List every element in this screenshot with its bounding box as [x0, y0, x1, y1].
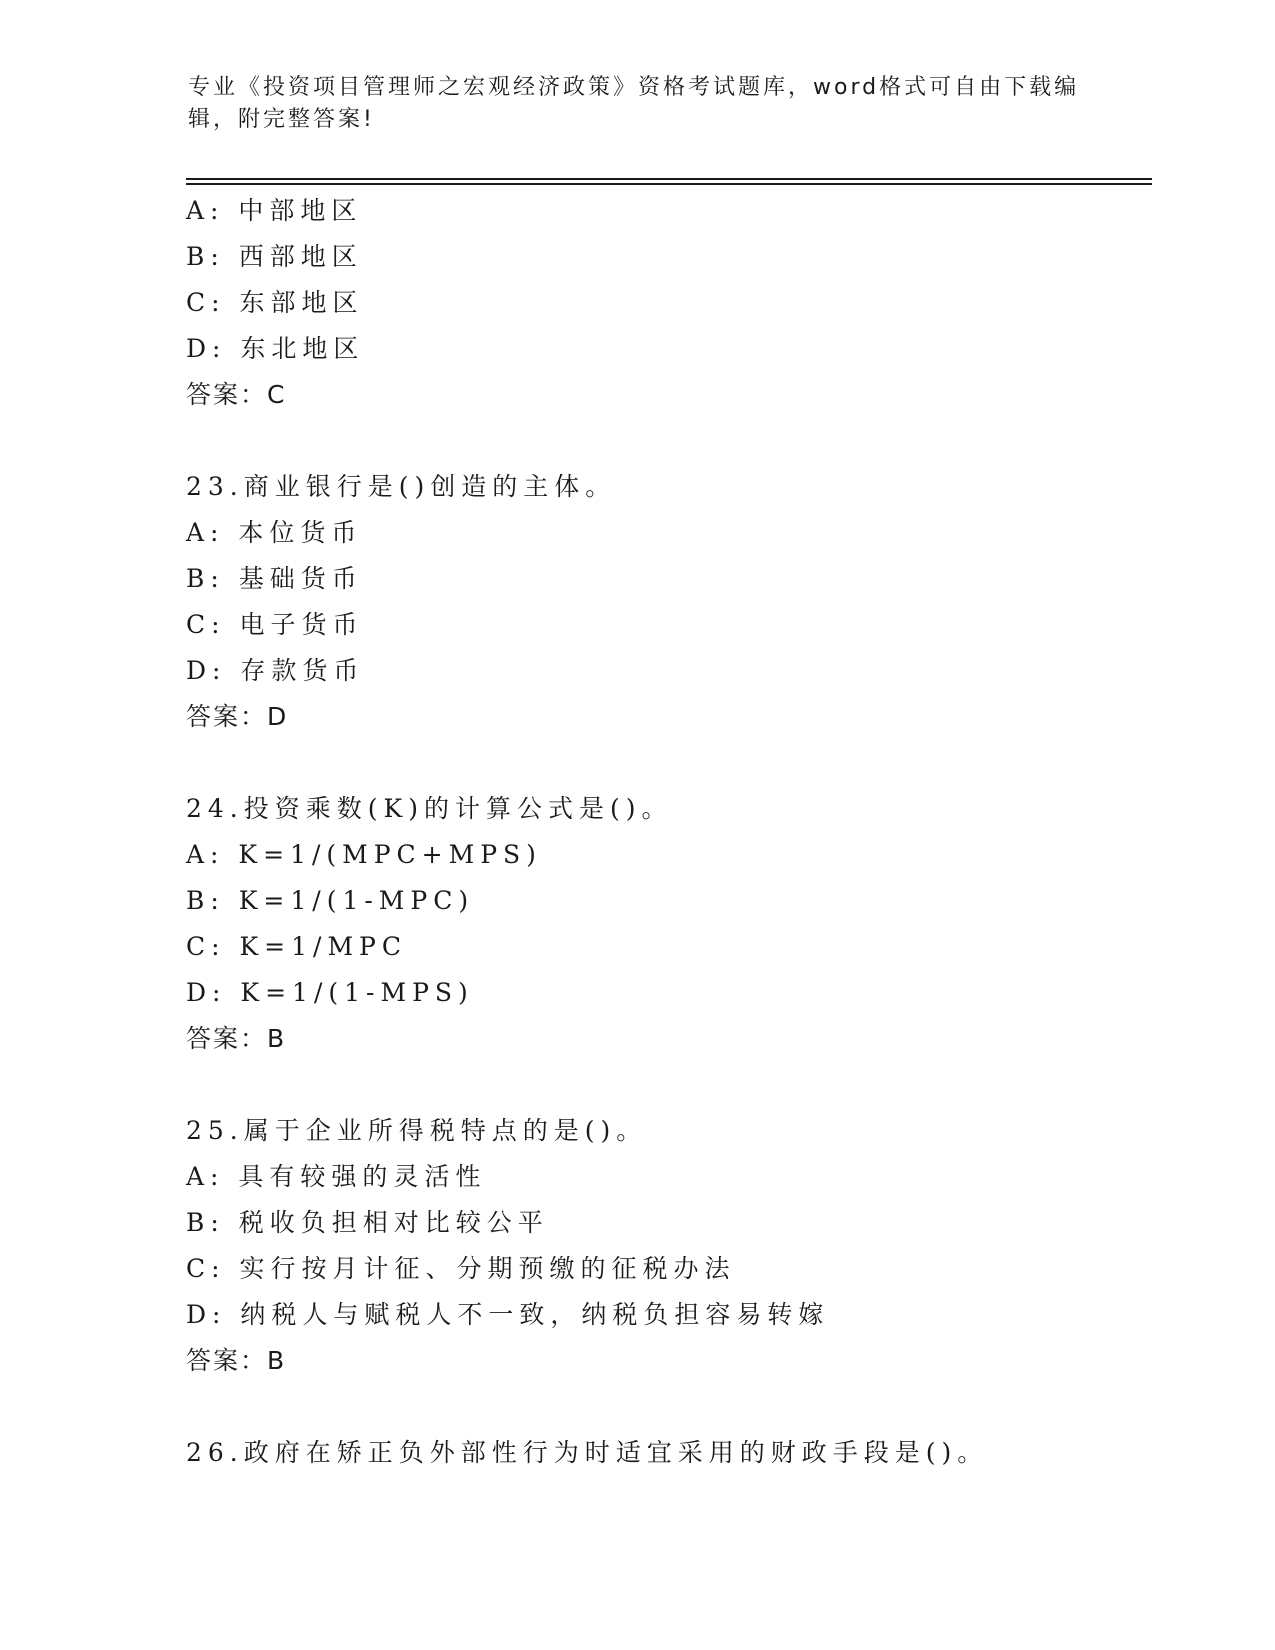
answer: 答案：C — [186, 380, 287, 409]
option-d: D: 纳税人与赋税人不一致，纳税负担容易转嫁 — [186, 1300, 830, 1329]
option-b: B: 西部地区 — [186, 242, 363, 271]
option-c: C: 实行按月计征、分期预缴的征税办法 — [186, 1254, 736, 1283]
option-a: A: K=1/(MPC+MPS) — [186, 840, 542, 869]
option-b: B: 基础货币 — [186, 564, 363, 593]
question-list — [186, 188, 1146, 1476]
option-d: D: K=1/(1-MPS) — [186, 978, 474, 1007]
answer: 答案：B — [186, 1346, 287, 1375]
option-a: A: 具有较强的灵活性 — [186, 1162, 487, 1191]
option-c: C: K=1/MPC — [186, 932, 407, 961]
question-26 — [186, 1430, 1146, 1476]
option-c: C: 东部地区 — [186, 288, 364, 317]
question-22-continued — [186, 188, 1146, 418]
question-stem: 24.投资乘数(K)的计算公式是()。 — [186, 794, 673, 823]
header-divider-bottom — [186, 183, 1152, 185]
option-b: B: 税收负担相对比较公平 — [186, 1208, 549, 1237]
answer: 答案：D — [186, 702, 289, 731]
option-c: C: 电子货币 — [186, 610, 364, 639]
option-d: D: 存款货币 — [186, 656, 365, 685]
question-23 — [186, 464, 1146, 740]
question-stem: 26.政府在矫正负外部性行为时适宜采用的财政手段是()。 — [186, 1438, 989, 1467]
question-24 — [186, 786, 1146, 1062]
answer: 答案：B — [186, 1024, 287, 1053]
option-a: A: 中部地区 — [186, 196, 363, 225]
option-b: B: K=1/(1-MPC) — [186, 886, 475, 915]
header-divider-top — [186, 178, 1152, 180]
document-header: 专业《投资项目管理师之宏观经济政策》资格考试题库，word格式可自由下载编辑，附完整答案! — [188, 75, 1080, 132]
question-stem: 25.属于企业所得税特点的是()。 — [186, 1116, 648, 1145]
option-a: A: 本位货币 — [186, 518, 363, 547]
question-stem: 23.商业银行是()创造的主体。 — [186, 472, 617, 501]
question-25 — [186, 1108, 1146, 1384]
option-d: D: 东北地区 — [186, 334, 365, 363]
